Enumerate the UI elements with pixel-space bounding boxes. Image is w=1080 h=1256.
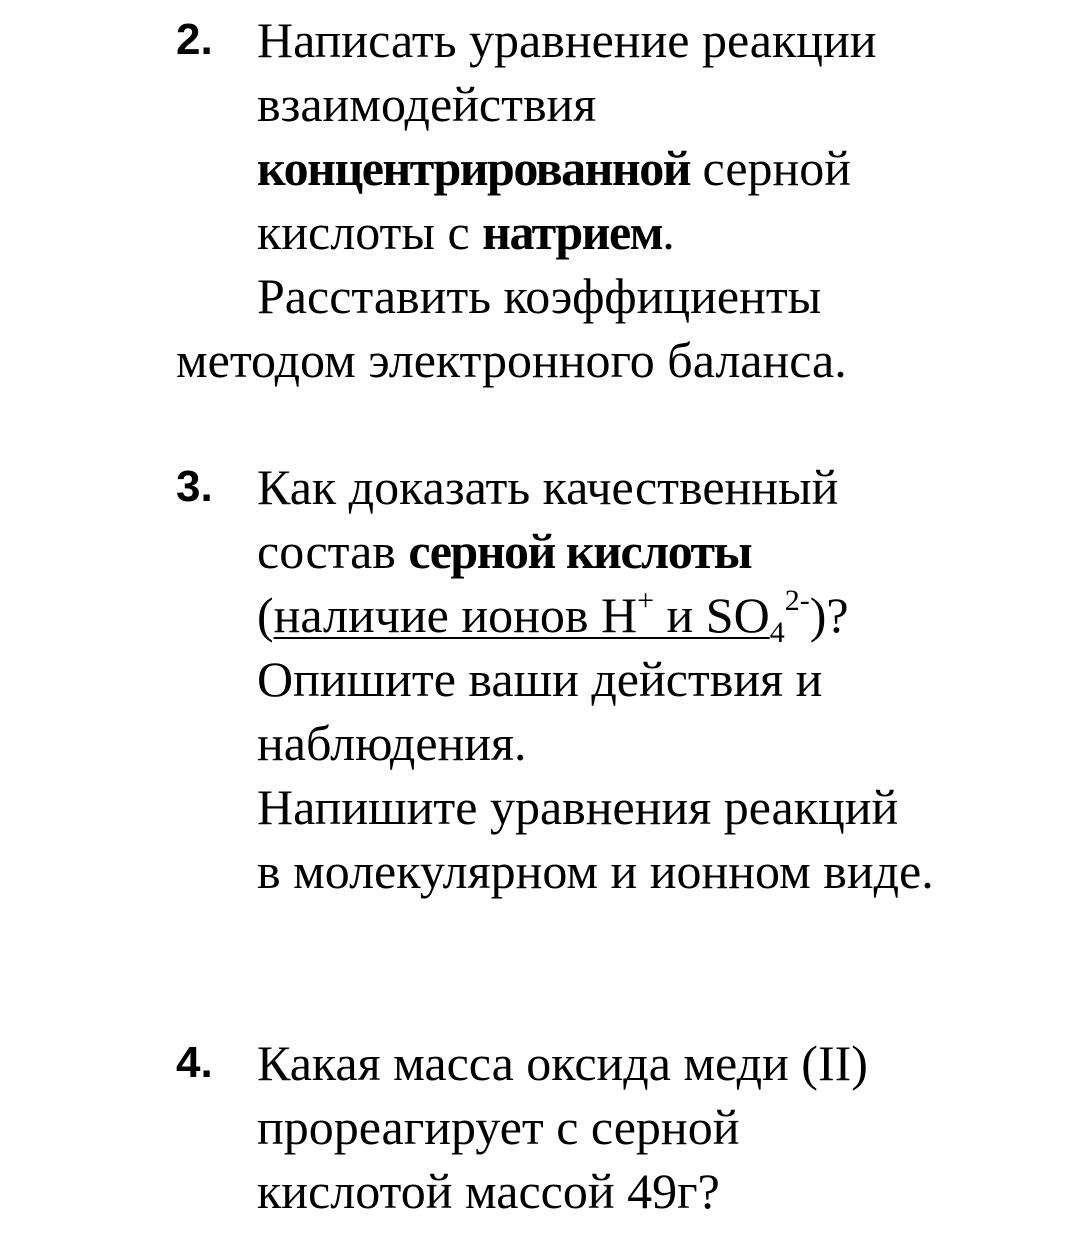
task-text-line (257, 136, 851, 200)
bold-term: серной кислоты (408, 523, 752, 579)
task-number: 3. (176, 462, 213, 511)
task-text-line: прореагирует с серной (257, 1099, 740, 1155)
task-text-line: кислотой массой 49г? (257, 1163, 720, 1219)
underlined-ions (273, 584, 785, 649)
text-fragment: состав (257, 523, 409, 579)
task-text-line: Расставить коэффициенты (257, 268, 822, 324)
task-text-line: наблюдения. (257, 715, 527, 771)
sulfate-text: и SO (654, 587, 770, 643)
task-text-line (257, 200, 675, 264)
ions-text: наличие ионов H (273, 587, 638, 643)
sulfate-subscript: 4 (769, 616, 785, 649)
task-number: 4. (176, 1038, 213, 1087)
task-text-line: Опишите ваши действия и (257, 651, 823, 707)
h-ion-charge: + (637, 584, 655, 617)
task-text-line (257, 519, 751, 583)
task-text-line: Написать уравнение реакции (257, 12, 877, 68)
task-text-line: Какая масса оксида меди (II) (257, 1035, 868, 1091)
ion-formula-line (257, 583, 849, 647)
text-fragment: серной (690, 140, 852, 196)
sulfate-charge: 2- (784, 584, 810, 617)
bold-term: натрием (482, 204, 663, 260)
text-fragment: кислоты с (257, 204, 483, 260)
task-number: 2. (176, 15, 213, 64)
task-text-line: Как доказать качественный (257, 459, 839, 515)
task-text-line: взаимодействия (257, 76, 597, 132)
task-text-line: в молекулярном и ионном виде. (257, 843, 934, 899)
text-fragment: . (662, 204, 675, 260)
text-fragment: ( (257, 587, 274, 643)
text-fragment: )? (809, 587, 849, 643)
task-text-line: Напишите уравнения реакций (257, 779, 899, 835)
bold-term: концентрированной (257, 140, 691, 196)
task-text-line: методом электронного баланса. (176, 332, 847, 388)
